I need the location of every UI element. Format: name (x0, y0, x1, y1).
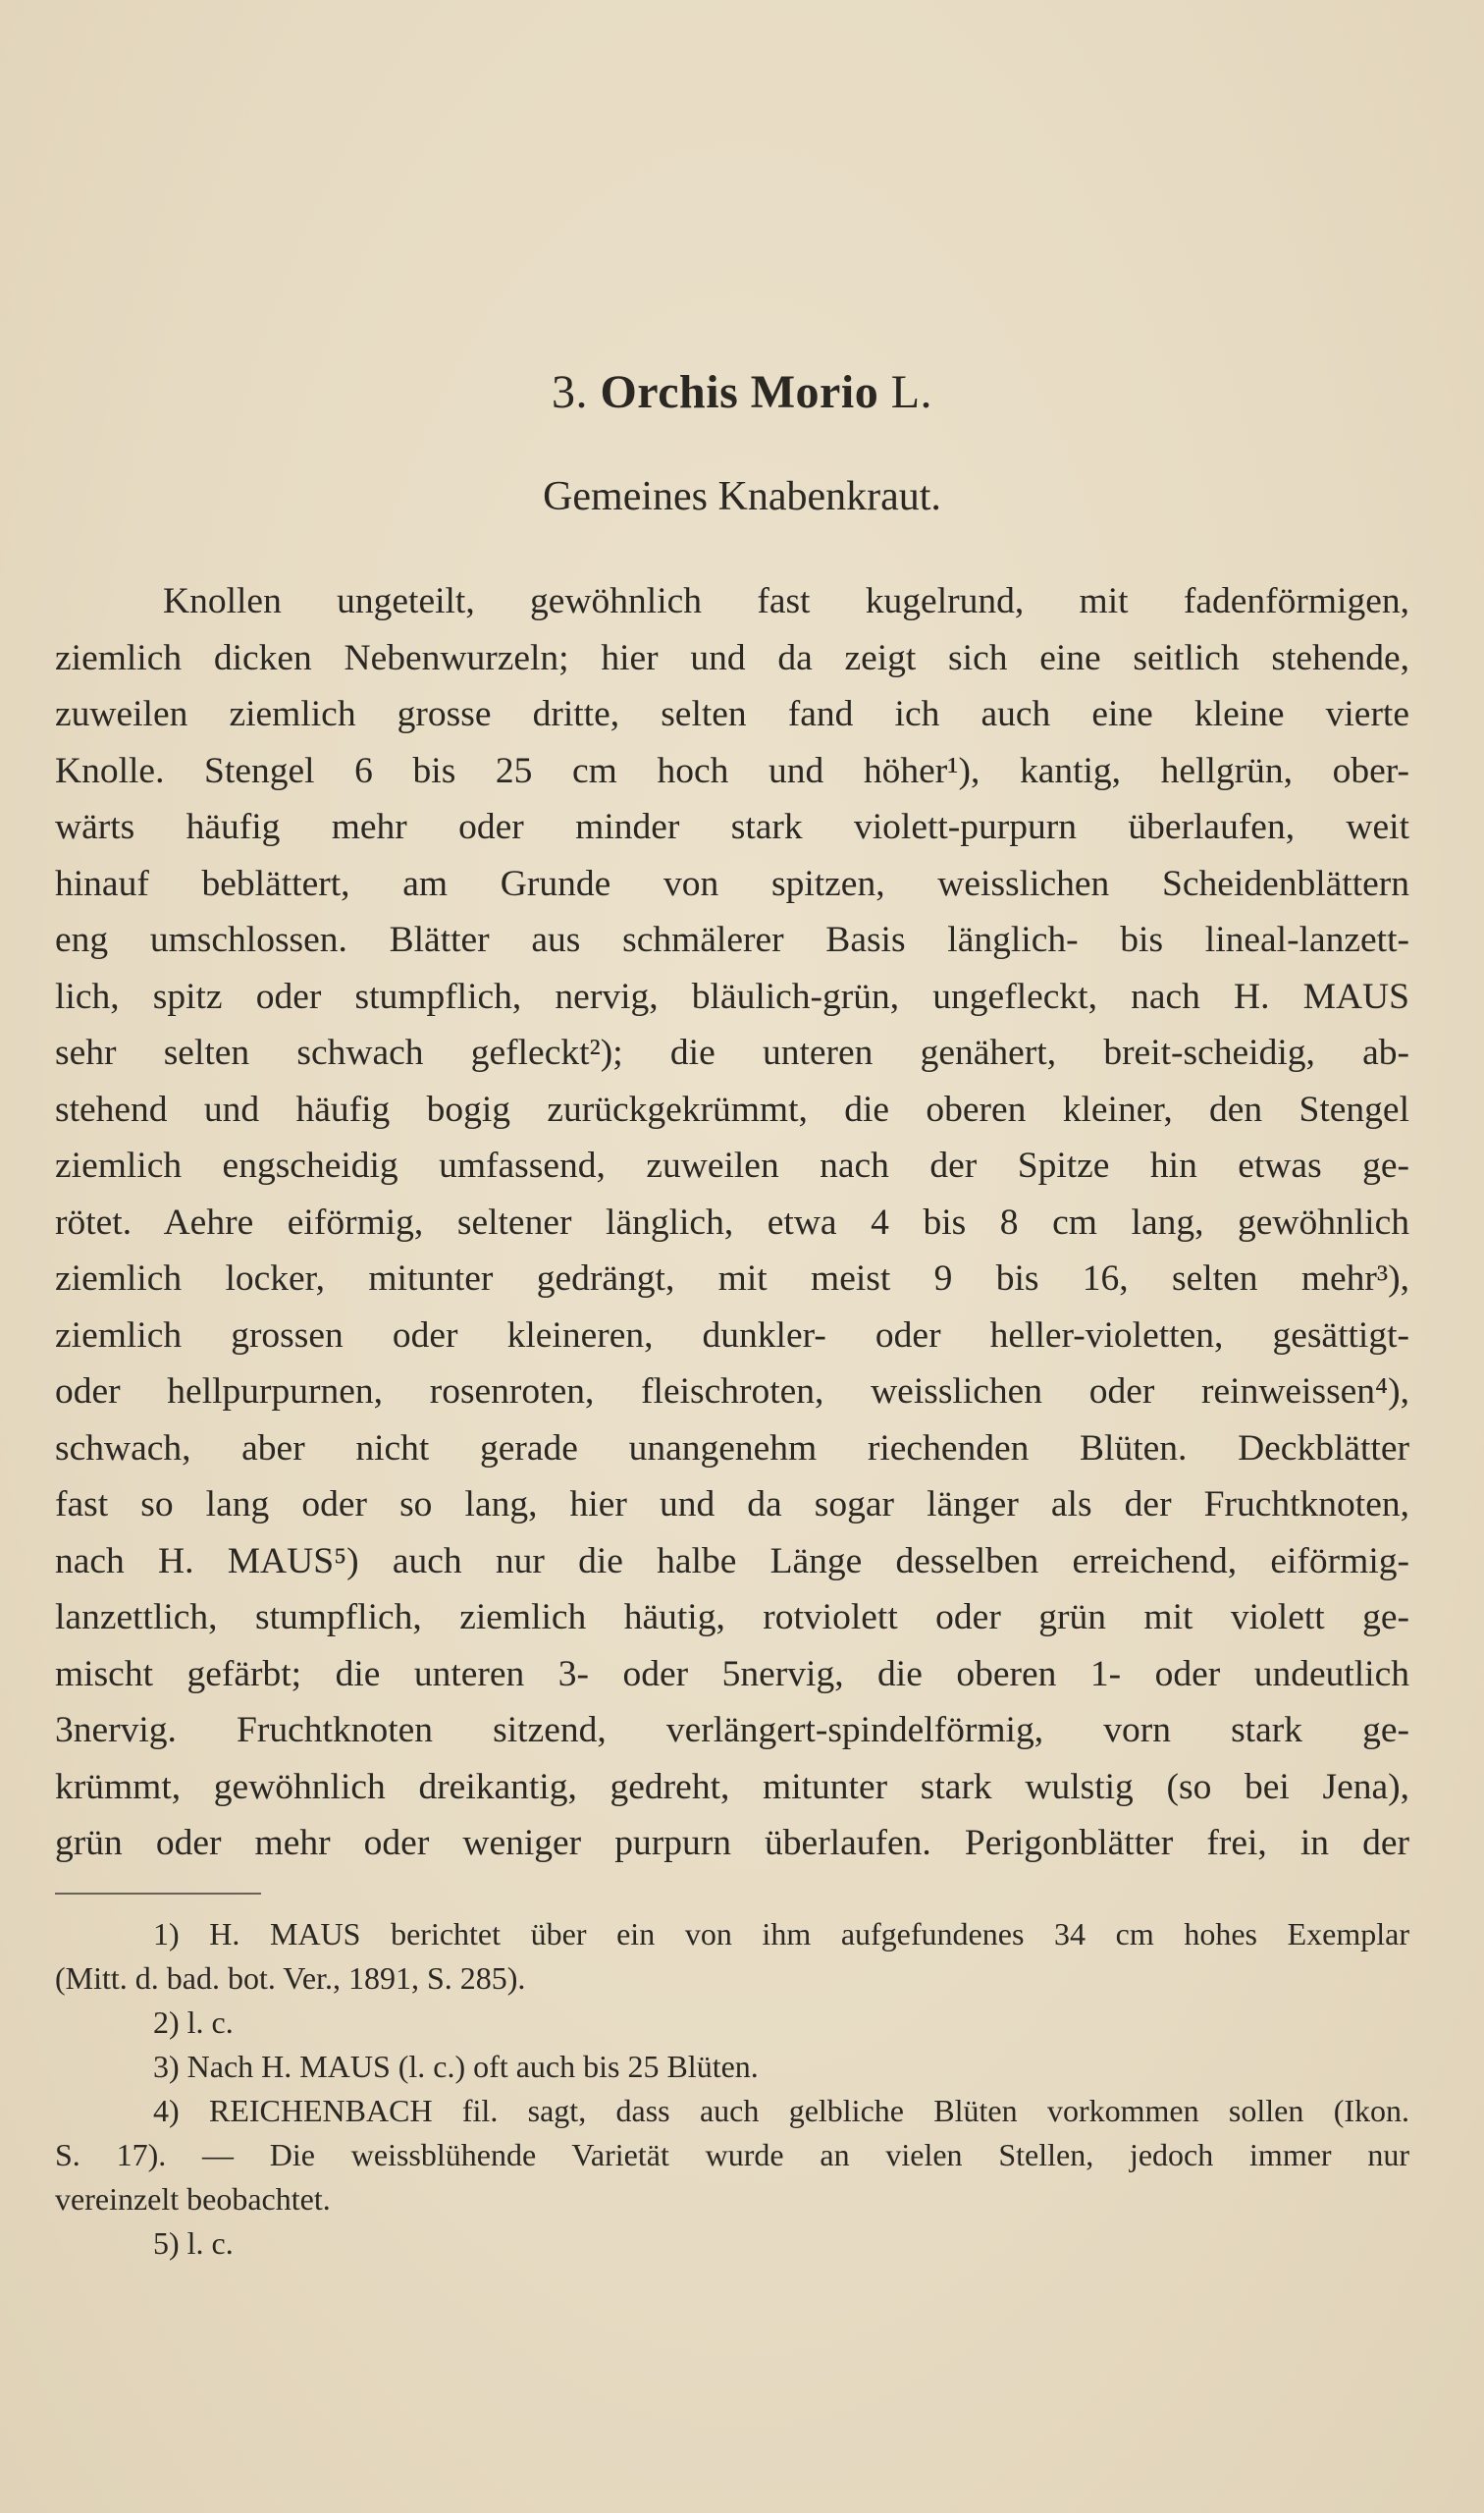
text-line: rötet. Aehre eiförmig, seltener länglich, etwa 4 bis 8 cm lang, gewöhnlich (55, 1202, 1409, 1243)
description-text (55, 573, 1409, 1872)
footnote-line: 1) H. MAUS berichtet über ein von ihm aufgefundenes 34 cm hohes Exemplar (153, 1916, 1409, 1952)
text-line: ziemlich locker, mitunter gedrängt, mit meist 9 bis 16, selten mehr³), (55, 1258, 1409, 1299)
footnote-line: (Mitt. d. bad. bot. Ver., 1891, S. 285). (55, 1960, 526, 1996)
author-abbreviation: L. (890, 366, 933, 418)
text-line: grün oder mehr oder weniger purpurn überlaufen. Perigonblätter frei, in der (55, 1823, 1409, 1863)
text-line: hinauf beblättert, am Grunde von spitzen, weisslichen Scheidenblättern (55, 863, 1409, 904)
footnote-line: 2) l. c. (153, 2005, 234, 2040)
species-number: 3. (551, 366, 588, 418)
footnote-line: 5) l. c. (153, 2225, 234, 2261)
footnote-line: 3) Nach H. MAUS (l. c.) oft auch bis 25 Blüten. (153, 2049, 759, 2084)
footnote-line: 4) REICHENBACH fil. sagt, dass auch gelbliche Blüten vorkommen sollen (Ikon. (153, 2093, 1409, 2128)
text-line: stehend und häufig bogig zurückgekrümmt, die oberen kleiner, den Stengel (55, 1089, 1409, 1130)
text-line: schwach, aber nicht gerade unangenehm riechenden Blüten. Deckblätter (55, 1427, 1409, 1469)
text-line: eng umschlossen. Blätter aus schmälerer Basis länglich- bis lineal-lanzett- (55, 920, 1409, 960)
footnotes (55, 1912, 1409, 2266)
species-epithet: Morio (750, 366, 879, 418)
species-heading (0, 361, 1484, 424)
footnote-line: vereinzelt beobachtet. (55, 2181, 331, 2217)
footnote-separator (55, 1893, 261, 1895)
text-line: fast so lang oder so lang, hier und da sogar länger als der Fruchtknoten, (55, 1484, 1409, 1524)
text-line: zuweilen ziemlich grosse dritte, selten fand ich auch eine kleine vierte (55, 694, 1409, 734)
text-line: oder hellpurpurnen, rosenroten, fleischroten, weisslichen oder reinweissen⁴), (55, 1371, 1409, 1412)
text-line: wärts häufig mehr oder minder stark violett-purpurn überlaufen, weit (55, 807, 1409, 847)
text-line: nach H. MAUS⁵) auch nur die halbe Länge desselben erreichend, eiförmig- (55, 1540, 1409, 1581)
text-line: sehr selten schwach gefleckt²); die unteren genähert, breit-scheidig, ab- (55, 1033, 1409, 1073)
text-line: 3nervig. Fruchtknoten sitzend, verlängert-spindelförmig, vorn stark ge- (55, 1710, 1409, 1750)
text-line: lanzettlich, stumpflich, ziemlich häutig, rotviolett oder grün mit violett ge- (55, 1597, 1409, 1637)
text-line: ziemlich grossen oder kleineren, dunkler- oder heller-violetten, gesättigt- (55, 1314, 1409, 1356)
text-line: ziemlich dicken Nebenwurzeln; hier und da zeigt sich eine seitlich stehende, (55, 637, 1409, 678)
text-line: lich, spitz oder stumpflich, nervig, bläulich-grün, ungefleckt, nach H. MAUS (55, 976, 1409, 1017)
text-line: krümmt, gewöhnlich dreikantig, gedreht, mitunter stark wulstig (so bei Jena), (55, 1766, 1409, 1807)
common-name: Gemeines Knabenkraut. (543, 474, 941, 519)
text-line: ziemlich engscheidig umfassend, zuweilen nach der Spitze hin etwas ge- (55, 1146, 1409, 1186)
text-line: Knollen ungeteilt, gewöhnlich fast kugelrund, mit fadenförmigen, (163, 581, 1409, 621)
footnote-line: S. 17). — Die weissblühende Varietät wurde an vielen Stellen, jedoch immer nur (55, 2137, 1409, 2172)
text-line: mischt gefärbt; die unteren 3- oder 5nervig, die oberen 1- oder undeutlich (55, 1653, 1409, 1694)
genus-name: Orchis (600, 366, 739, 418)
text-line: Knolle. Stengel 6 bis 25 cm hoch und höher¹), kantig, hellgrün, ober- (55, 750, 1409, 791)
